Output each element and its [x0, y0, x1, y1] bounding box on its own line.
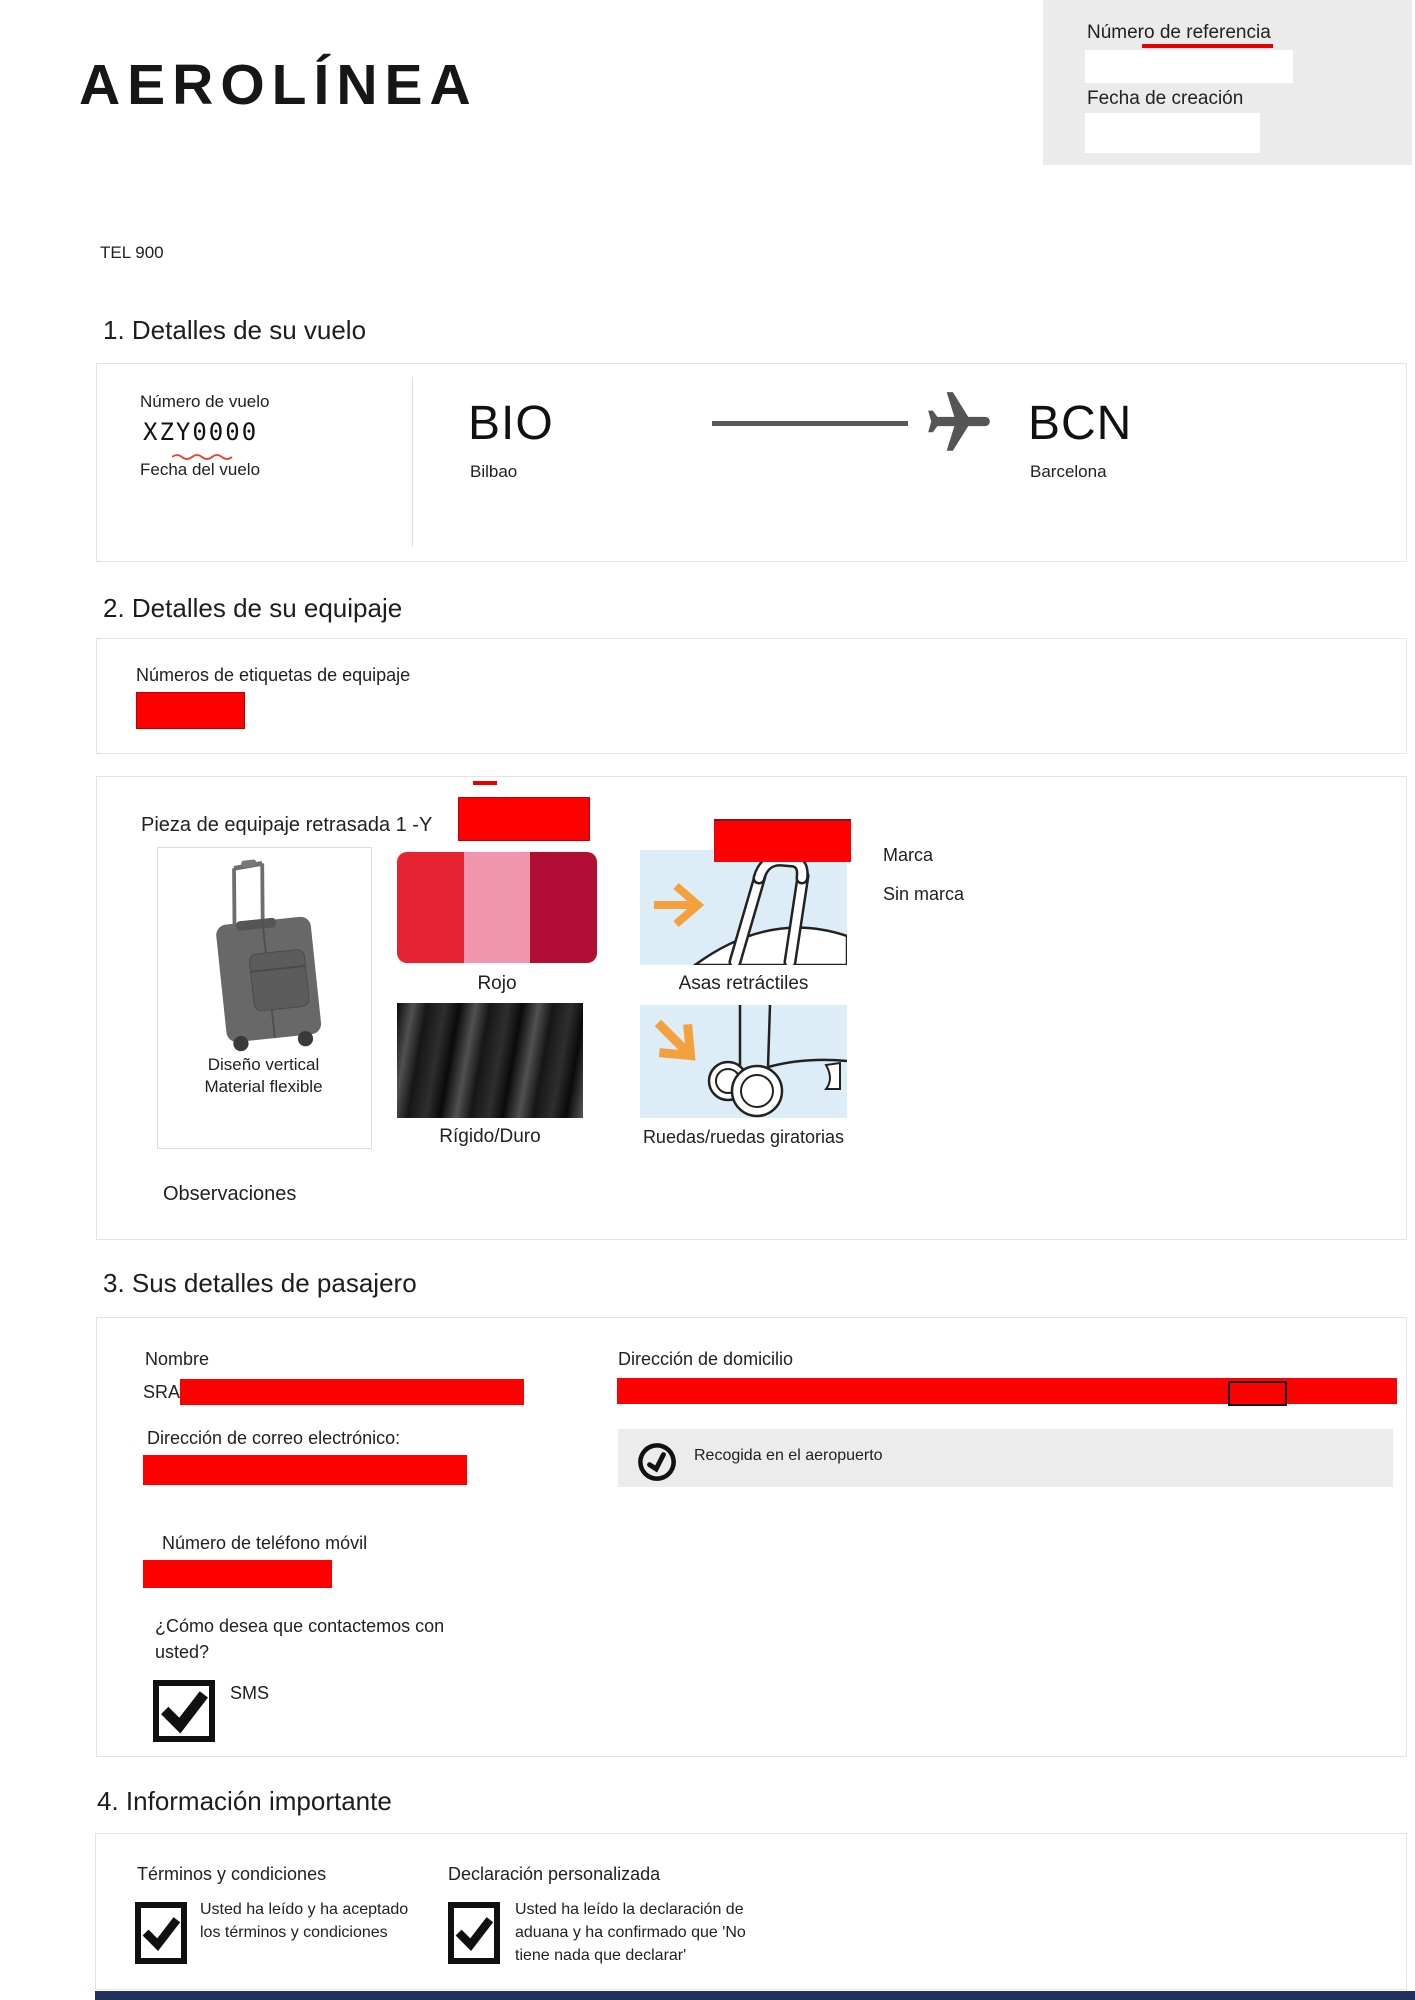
redaction-box	[458, 797, 590, 841]
wheels-image	[640, 1005, 847, 1118]
delayed-piece-label: Pieza de equipaje retrasada 1 -Y	[141, 814, 433, 836]
address-label: Dirección de domicilio	[618, 1349, 794, 1369]
swatch-stripe-red	[397, 852, 464, 963]
declaration-checkbox[interactable]	[448, 1902, 500, 1964]
flight-card-divider	[412, 377, 413, 547]
handles-label: Asas retráctiles	[678, 973, 809, 994]
spellcheck-squiggle	[172, 447, 234, 453]
baggage-tags-label: Números de etiquetas de equipaje	[136, 665, 411, 685]
declaration-title: Declaración personalizada	[448, 1864, 661, 1884]
redaction-box	[180, 1379, 524, 1405]
contact-question-line2: usted?	[155, 1642, 210, 1662]
redaction-box	[136, 692, 245, 729]
email-label: Dirección de correo electrónico:	[147, 1428, 401, 1448]
terms-line2: los términos y condiciones	[200, 1924, 388, 1941]
section4-heading: 4. Información importante	[97, 1786, 392, 1816]
hardness-label: Rígido/Duro	[439, 1126, 541, 1147]
arrow-downright-icon	[644, 1009, 705, 1070]
section2-heading: 2. Detalles de su equipaje	[103, 593, 403, 623]
phone-line: TEL 900	[100, 243, 164, 262]
brand-label: Marca	[883, 845, 934, 865]
name-prefix: SRA	[143, 1382, 181, 1402]
route-line	[712, 421, 908, 426]
airline-logo: AEROLÍNEA	[79, 53, 478, 117]
check-circle-icon	[636, 1441, 678, 1483]
arrow-right-icon	[654, 886, 698, 924]
colour-swatch	[397, 852, 597, 963]
sms-checkbox[interactable]	[153, 1680, 215, 1742]
rigid-texture-image	[397, 1003, 583, 1118]
redaction-bar-notch	[1228, 1381, 1287, 1406]
observations-label: Observaciones	[163, 1183, 297, 1205]
swatch-stripe-crimson	[530, 852, 597, 963]
colour-name-label: Rojo	[477, 973, 517, 994]
creation-date-label: Fecha de creación	[1087, 88, 1244, 109]
redaction-box	[143, 1560, 332, 1588]
retractable-handle-image	[640, 850, 847, 965]
design-line1: Diseño vertical	[207, 1055, 320, 1074]
reference-label-underline	[1142, 44, 1273, 48]
mobile-label: Número de teléfono móvil	[162, 1533, 368, 1553]
terms-checkbox[interactable]	[135, 1902, 187, 1964]
creation-date-input[interactable]	[1085, 113, 1260, 153]
contact-question-line1: ¿Cómo desea que contactemos con	[155, 1616, 445, 1636]
brand-value: Sin marca	[883, 884, 965, 904]
flight-number-value: XZY0000	[143, 418, 259, 446]
origin-code: BIO	[468, 397, 554, 450]
flight-date-label: Fecha del vuelo	[140, 460, 261, 479]
suitcase-image	[198, 858, 333, 1053]
sms-label: SMS	[230, 1683, 270, 1703]
name-label: Nombre	[145, 1349, 210, 1369]
reference-label: Número de referencia	[1087, 22, 1271, 43]
plane-icon	[922, 386, 996, 460]
swatch-stripe-pink	[464, 852, 531, 963]
section3-heading: 3. Sus detalles de pasajero	[103, 1268, 417, 1298]
footer-bar	[95, 1991, 1415, 2000]
terms-title: Términos y condiciones	[137, 1864, 327, 1884]
destination-city: Barcelona	[1030, 462, 1107, 481]
pickup-label: Recogida en el aeropuerto	[694, 1447, 883, 1464]
design-line2: Material flexible	[204, 1077, 323, 1096]
red-dash-mark	[473, 781, 497, 785]
flight-card	[96, 363, 1407, 562]
section1-heading: 1. Detalles de su vuelo	[103, 315, 367, 345]
redaction-box	[714, 819, 851, 862]
flight-number-label: Número de vuelo	[140, 392, 270, 411]
wheels-label: Ruedas/ruedas giratorias	[642, 1127, 845, 1147]
declaration-line2: aduana y ha confirmado que 'No	[515, 1924, 746, 1941]
reference-input[interactable]	[1085, 50, 1293, 83]
origin-city: Bilbao	[470, 462, 518, 481]
redaction-box	[143, 1455, 467, 1485]
baggage-tags-card	[96, 638, 1407, 754]
declaration-line3: tiene nada que declarar'	[515, 1947, 687, 1964]
destination-code: BCN	[1028, 397, 1133, 450]
terms-line1: Usted ha leído y ha aceptado	[200, 1901, 409, 1918]
declaration-line1: Usted ha leído la declaración de	[515, 1901, 744, 1918]
